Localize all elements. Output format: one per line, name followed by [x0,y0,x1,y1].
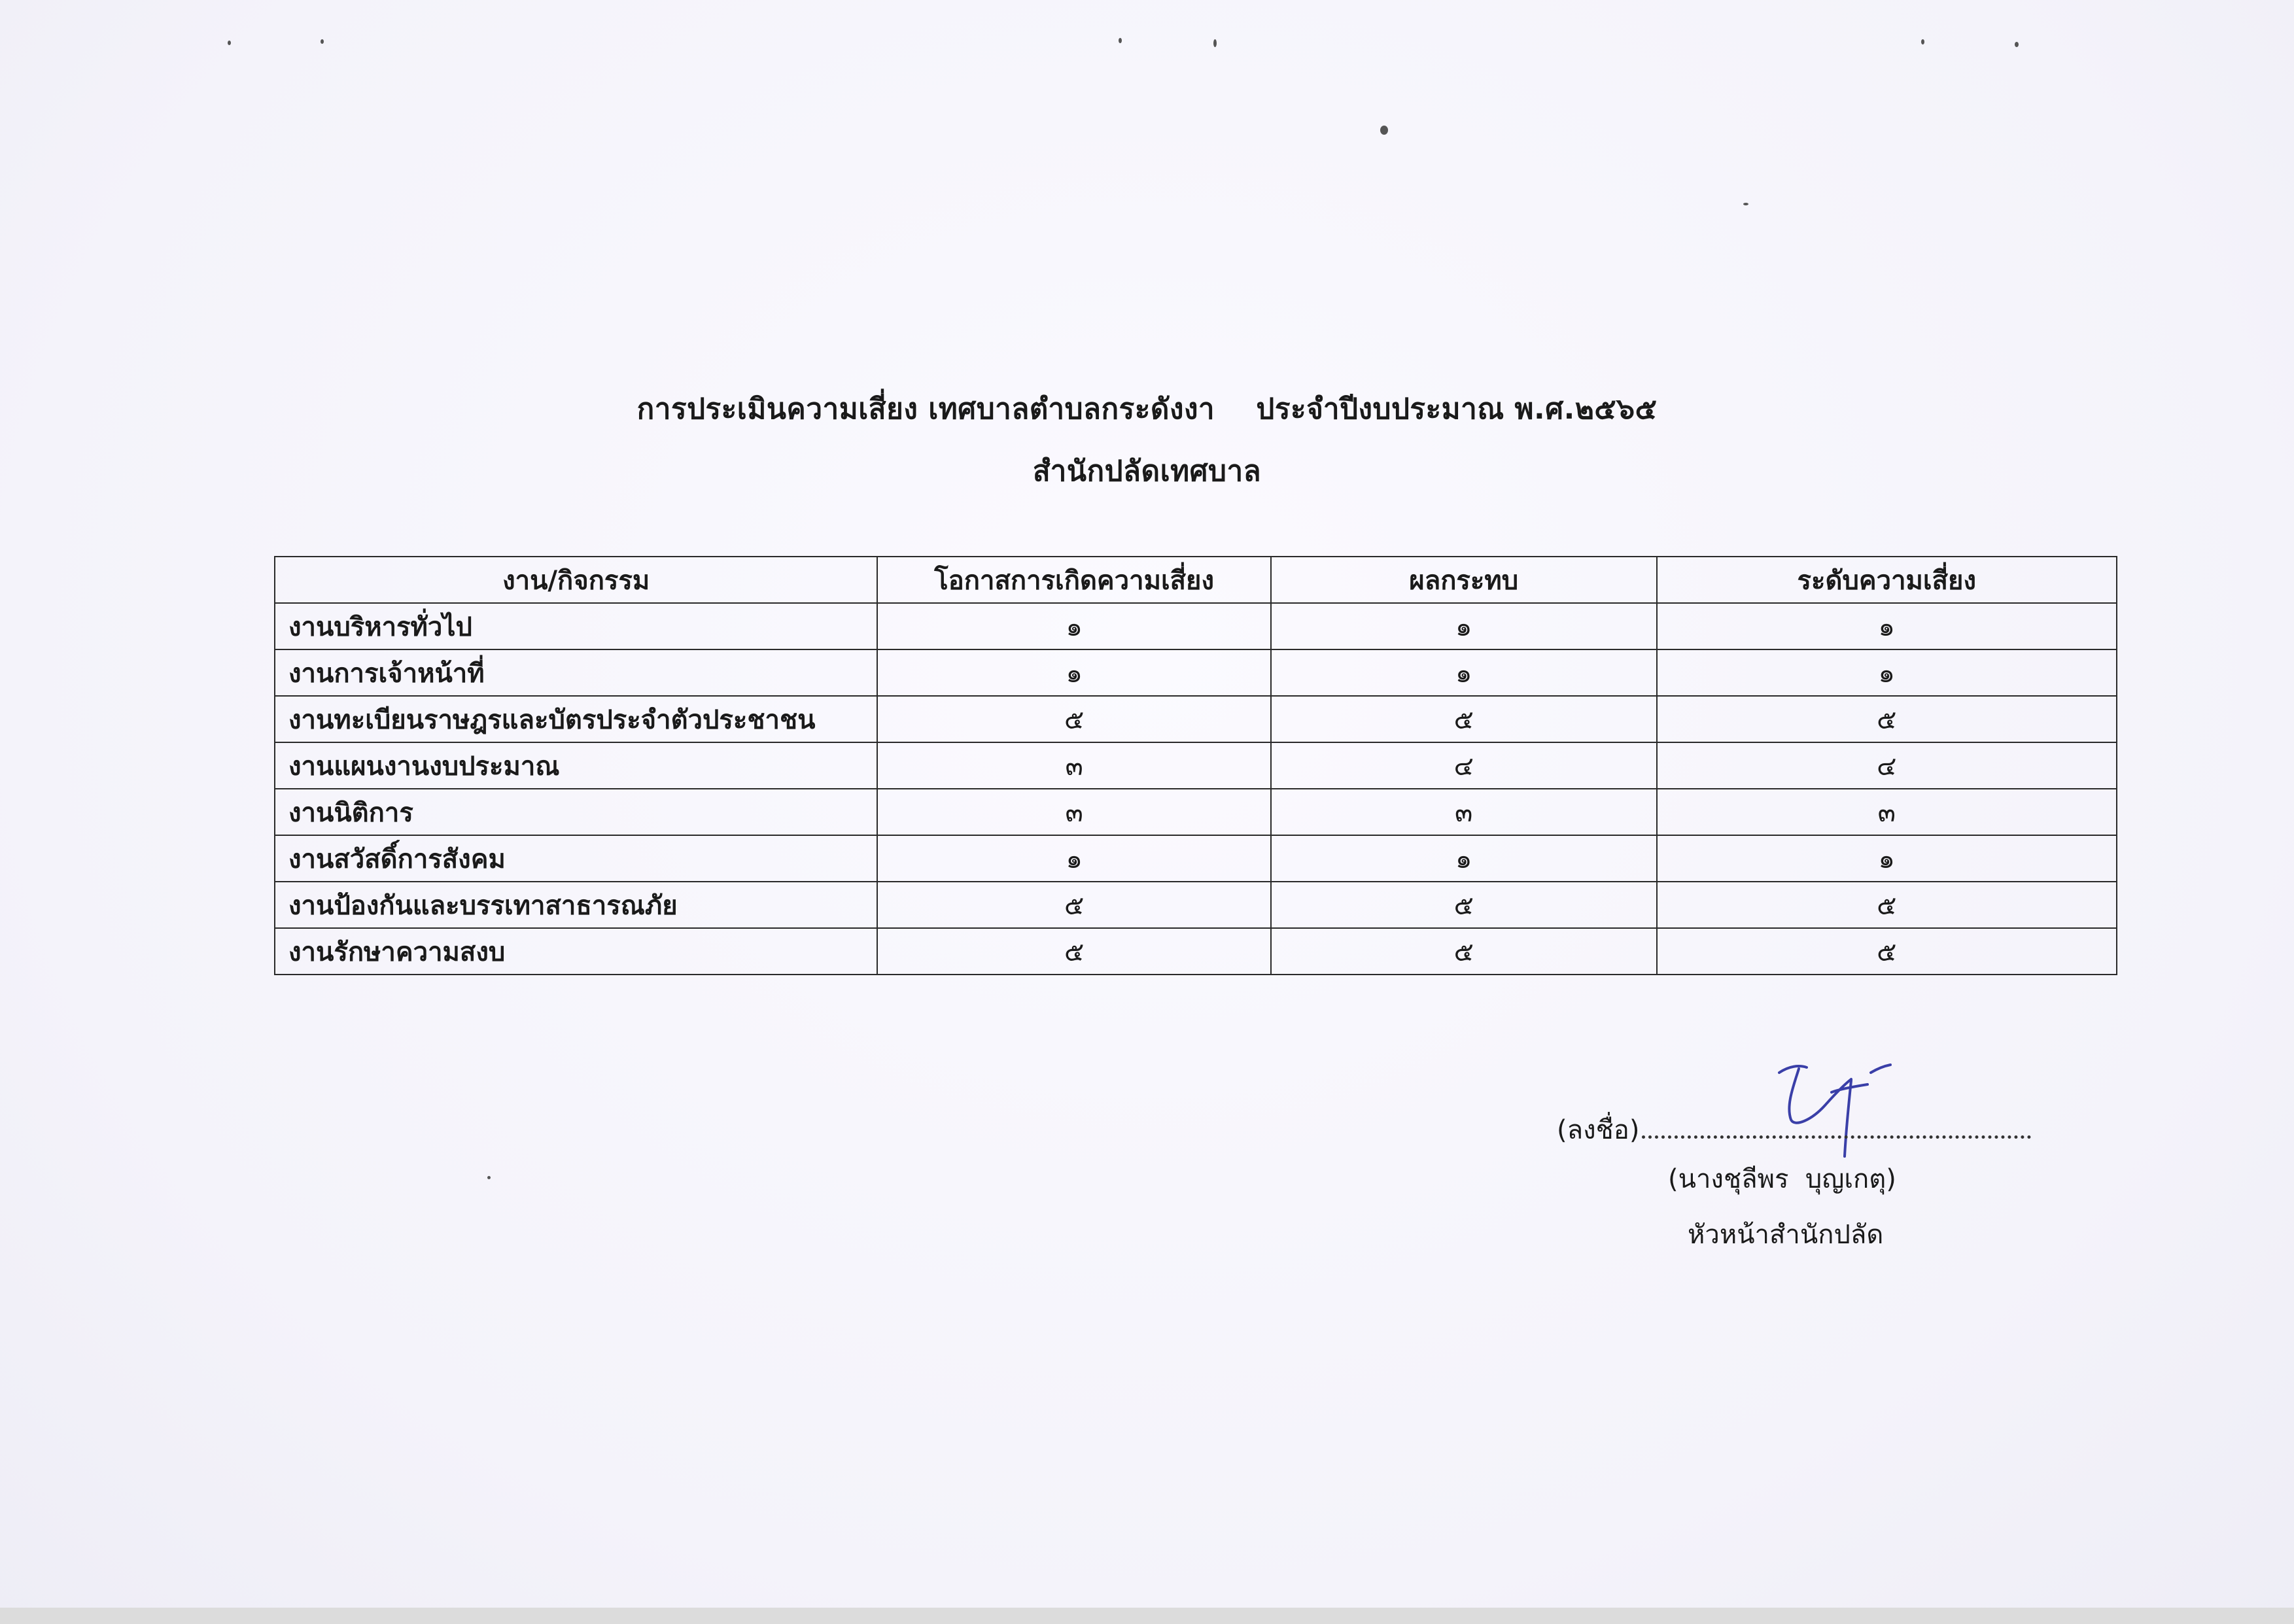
scan-speck [1921,39,1924,44]
signature-block [1557,1046,2054,1269]
page-title: การประเมินความเสี่ยง เทศบาลตำบลกระดังงา ประจำปีงบประมาณ พ.ศ.๒๕๖๕ [636,392,1658,426]
signature-dotted-line [1642,1135,2031,1139]
task-cell: งานรักษาความสงบ [275,928,877,975]
likelihood-cell: ๕ [877,696,1271,742]
likelihood-cell: ๕ [877,882,1271,928]
table-row [275,696,2117,742]
scan-speck [2015,42,2019,47]
risk-level-cell: ๑ [1657,603,2117,649]
table-row [275,649,2117,696]
impact-cell: ๕ [1271,696,1657,742]
scan-speck [1119,38,1122,43]
scan-speck [321,39,324,44]
table-row [275,835,2117,882]
signature-line [1557,1109,2031,1150]
likelihood-cell: ๑ [877,603,1271,649]
column-header-impact: ผลกระทบ [1271,557,1657,603]
risk-assessment-table [274,556,2117,975]
task-cell: งานทะเบียนราษฎรและบัตรประจำตัวประชาชน [275,696,877,742]
task-cell: งานการเจ้าหน้าที่ [275,649,877,696]
risk-level-cell: ๕ [1657,928,2117,975]
impact-cell: ๑ [1271,835,1657,882]
scan-edge-strip [0,1608,2294,1624]
table-row [275,882,2117,928]
task-cell: งานสวัสดิ์การสังคม [275,835,877,882]
scan-speck [1743,203,1748,205]
table-header-row [275,557,2117,603]
table-row [275,789,2117,835]
table-row [275,603,2117,649]
impact-cell: ๔ [1271,742,1657,789]
likelihood-cell: ๑ [877,835,1271,882]
column-header-likelihood: โอกาสการเกิดความเสี่ยง [877,557,1271,603]
risk-level-cell: ๓ [1657,789,2117,835]
table-row [275,928,2117,975]
table-row [275,742,2117,789]
scan-speck [228,41,231,45]
likelihood-cell: ๓ [877,789,1271,835]
column-header-risk-level: ระดับความเสี่ยง [1657,557,2117,603]
likelihood-cell: ๕ [877,928,1271,975]
impact-cell: ๕ [1271,882,1657,928]
scan-speck [1380,126,1388,135]
page-subtitle: สำนักปลัดเทศบาล [1032,455,1262,488]
likelihood-cell: ๓ [877,742,1271,789]
signer-position: หัวหน้าสำนักปลัด [1688,1220,1884,1250]
impact-cell: ๓ [1271,789,1657,835]
task-cell: งานแผนงานงบประมาณ [275,742,877,789]
task-cell: งานป้องกันและบรรเทาสาธารณภัย [275,882,877,928]
risk-level-cell: ๔ [1657,742,2117,789]
scan-speck [1213,39,1217,47]
impact-cell: ๑ [1271,649,1657,696]
likelihood-cell: ๑ [877,649,1271,696]
scan-speck [487,1176,491,1179]
sign-label: (ลงชื่อ) [1557,1115,1640,1145]
risk-level-cell: ๕ [1657,696,2117,742]
risk-level-cell: ๑ [1657,649,2117,696]
impact-cell: ๑ [1271,603,1657,649]
column-header-task: งาน/กิจกรรม [275,557,877,603]
signer-name: (นางชุลีพร บุญเกตุ) [1668,1164,1896,1194]
risk-level-cell: ๕ [1657,882,2117,928]
risk-level-cell: ๑ [1657,835,2117,882]
task-cell: งานนิติการ [275,789,877,835]
impact-cell: ๕ [1271,928,1657,975]
task-cell: งานบริหารทั่วไป [275,603,877,649]
